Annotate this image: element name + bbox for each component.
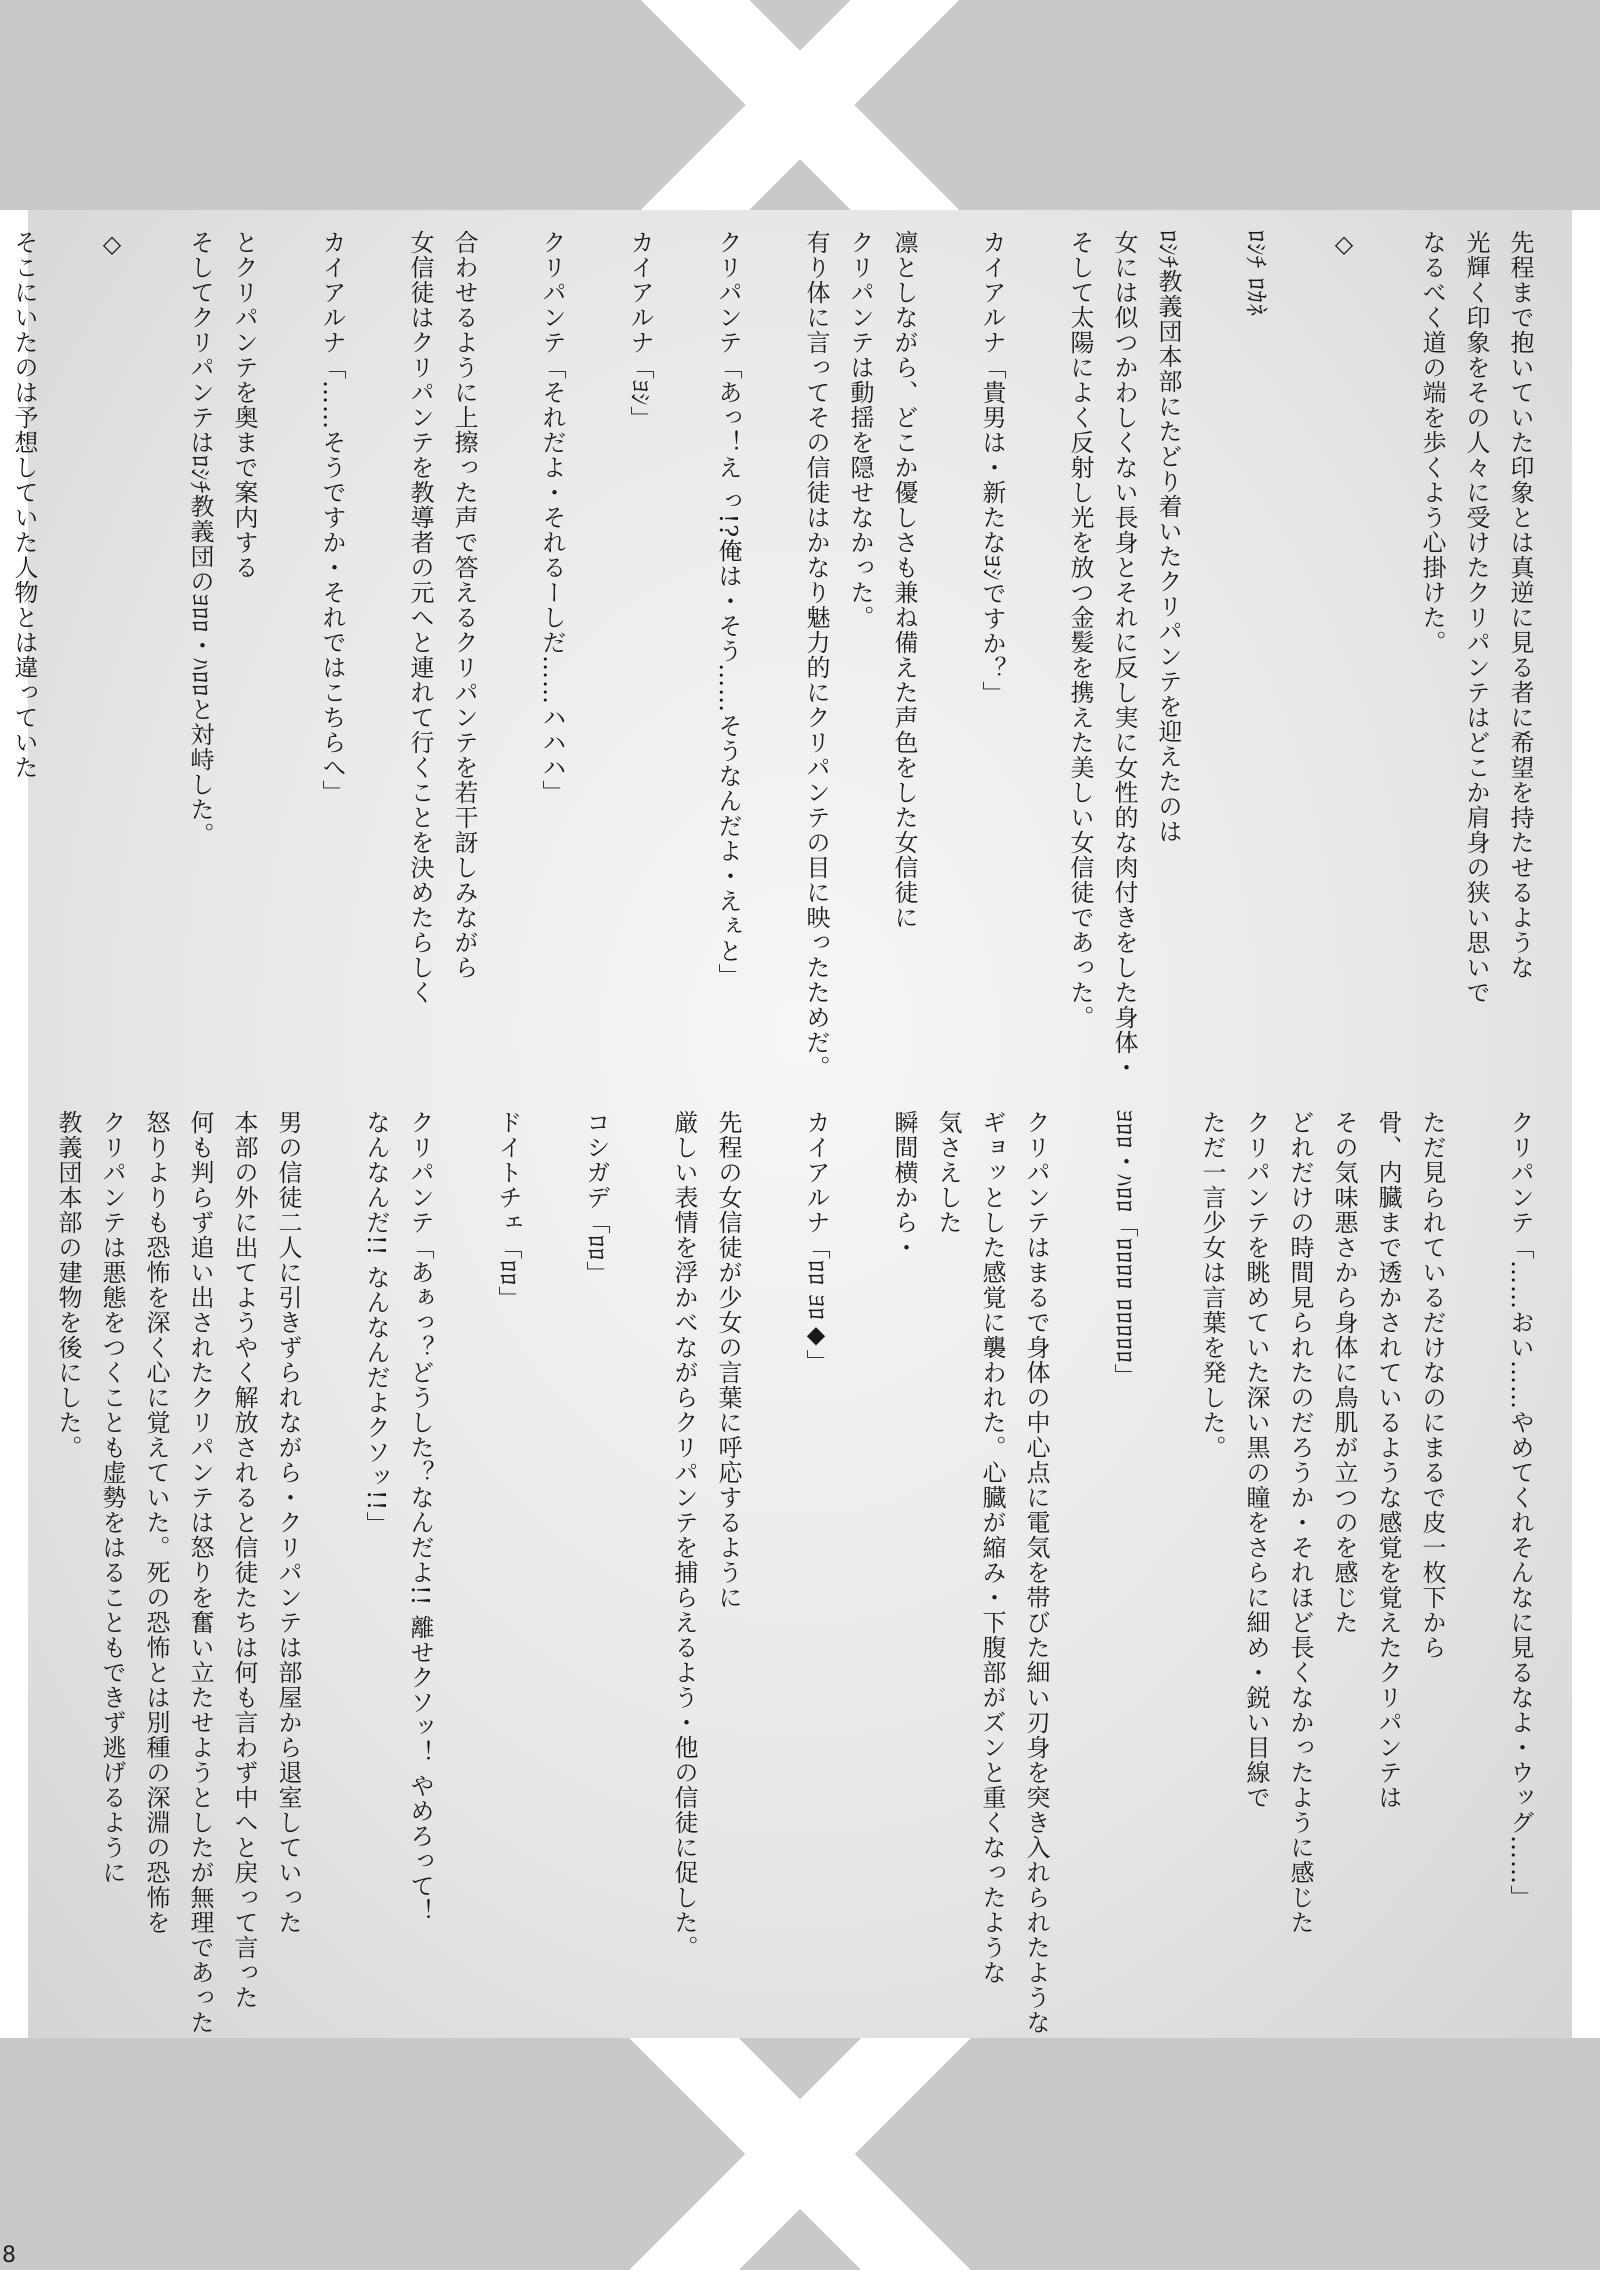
text-line: カイアルナ「……そうですか・それではこちらへ」 (318, 230, 346, 805)
line-gap (574, 230, 618, 1030)
text-line: 女には似つかわしくない長身とそれに反し実に女性的な肉付きをした身体・ (1110, 230, 1138, 1080)
text-line: 有り体に言ってその信徒はかなり魅力的にクリパンテの目に映ったためだ。 (802, 230, 830, 1080)
text-line: ◇ (1330, 230, 1358, 259)
text-line (0, 1110, 2, 2010)
text-line: ただ見られているだけなのにまるで皮一枚下から (1418, 1110, 1446, 1660)
text-line: ◇ (98, 230, 126, 259)
text-line: ドイトチェ「ﾛﾛ」 (494, 1110, 522, 1311)
line-gap (1190, 230, 1234, 1030)
page-number: 8 (2, 2243, 16, 2268)
text-line: 本部の外に出てようやく解放されると信徒たちは何も言わず中へと戻って言った (230, 1110, 258, 2010)
upper-text-section (0, 230, 1542, 1080)
diamond-border-bottom (0, 2038, 1600, 2270)
text-line: 光輝く印象をその人々に受けたクリパンテはどこか肩身の狭い思いで (1462, 230, 1490, 1005)
text-line: ﾖﾛﾛ・ﾊﾛﾛ「ﾛﾛﾛﾛ ﾛﾛﾛﾛﾛ」 (1110, 1110, 1138, 1389)
line-gap (750, 230, 794, 1030)
line-gap (662, 230, 706, 1030)
text-line: そして太陽によく反射し光を放つ金髪を携えた美しい女信徒であった。 (1066, 230, 1094, 1030)
line-gap (838, 1110, 882, 2010)
text-line: なるべく道の端を歩くよう心掛けた。 (1418, 230, 1446, 655)
line-gap (2, 1110, 46, 2010)
text-panel (10, 210, 1572, 2038)
text-line: コシガデ「ﾛﾛ」 (582, 1110, 610, 1286)
text-line: カイアルナ「貴男は・新たなﾖｼですか？」 (978, 230, 1006, 706)
text-line: どれだけの時間見られたのだろうか・それほど長くなかったように感じた (1286, 1110, 1314, 1935)
line-gap (134, 230, 178, 1030)
text-line: クリパンテはまるで身体の中心点に電気を帯びた細い刃身を突き入れられたような (1022, 1110, 1050, 2035)
diamond-border-top (0, 0, 1600, 210)
line-gap (1058, 1110, 1102, 2010)
text-line: 何も判らず追い出されたクリパンテは怒りを奮い立たせようとしたが無理であった (186, 1110, 214, 2035)
line-gap (530, 1110, 574, 2010)
lower-text-section (0, 1110, 1542, 2035)
line-gap (442, 1110, 486, 2010)
line-gap (750, 1110, 794, 2010)
line-gap (1146, 1110, 1190, 2010)
text-line: 男の信徒二人に引きずられながら・クリパンテは部屋から退室していった (274, 1110, 302, 1935)
text-line: クリパンテ「あぁっ？どうした？なんだよ!! 離せクソッ！ やめろって！ (406, 1110, 434, 1924)
line-gap (266, 230, 310, 1030)
text-line: 女信徒はクリパンテを教導者の元へと連れて行くことを決めたらしく (406, 230, 434, 1005)
text-line: ただ一言少女は言葉を発した。 (1198, 1110, 1226, 1460)
text-line: 厳しい表情を浮かべながらクリパンテを捕らえるよう・他の信徒に促した。 (670, 1110, 698, 1960)
text-line: クリパンテは動揺を隠せなかった。 (846, 230, 874, 630)
text-line: クリパンテ「あっ！え っ!?俺は・そう……そうなんだよ・えぇと」 (714, 230, 742, 989)
text-line: ﾛｼﾁ ﾛｶﾈ (1242, 230, 1270, 317)
text-line: 気さえした (934, 1110, 962, 1235)
text-line: 教義団本部の建物を後にした。 (54, 1110, 82, 1460)
text-line: クリパンテは悪態をつくことも虚勢をはることもできず逃げるように (98, 1110, 126, 1885)
line-gap (46, 230, 90, 1030)
line-gap (1366, 230, 1410, 1030)
text-line: 合わせるように上擦った声で答えるクリパンテを若干訝しみながら (450, 230, 478, 980)
line-gap (1278, 230, 1322, 1030)
text-line: カイアルナ「ﾛﾛ ﾖﾛ◆」 (802, 1110, 830, 1375)
text-line: 瞬間横から・ (890, 1110, 918, 1260)
text-line: そしてクリパンテはﾛｼﾁ教義団のﾖﾛﾛ・ﾊﾛﾛと対峙した。 (186, 230, 214, 847)
text-line: ﾛｼﾁ教義団本部にたどり着いたクリパンテを迎えたのは (1154, 230, 1182, 844)
text-line: とクリパンテを奥まで案内する (230, 230, 258, 580)
text-line: 怒りよりも恐怖を深く心に覚えていた。死の恐怖とは別種の深淵の恐怖を (142, 1110, 170, 1935)
text-line: 先程の女信徒が少女の言葉に呼応するように (714, 1110, 742, 1610)
line-gap (1454, 1110, 1498, 2010)
line-gap (1014, 230, 1058, 1030)
text-line: カイアルナ「ﾖｼ」 (626, 230, 654, 431)
text-line (0, 230, 2, 1030)
text-line: クリパンテ「……おい……やめてくれそんなに見るなよ・ウッグ……」 (1506, 1110, 1534, 1910)
text-line: 先程まで抱いていた印象とは真逆に見る者に希望を持たせるような (1506, 230, 1534, 980)
text-line: クリパンテ「それだよ・それるーしだ……ハハハ」 (538, 230, 566, 805)
line-gap (926, 230, 970, 1030)
text-line: 凛としながら、どこか優しさも兼ね備えた声色をした女信徒に (890, 230, 918, 930)
line-gap (354, 230, 398, 1030)
line-gap (486, 230, 530, 1030)
text-line: 骨、内臓まで透かされているような感覚を覚えたクリパンテは (1374, 1110, 1402, 1810)
text-line: なんなんだ!! なんなんだよクソッ!!」 (362, 1110, 390, 1537)
text-line: クリパンテを眺めていた深い黒の瞳をさらに細め・鋭い目線で (1242, 1110, 1270, 1810)
line-gap (310, 1110, 354, 2010)
text-line: そこにいたのは予想していた人物とは違っていた (10, 230, 38, 780)
text-line: ギョッとした感覚に襲われた。心臓が縮み・下腹部がズンと重くなったような (978, 1110, 1006, 1985)
line-gap (618, 1110, 662, 2010)
text-line: その気味悪さから身体に鳥肌が立つのを感じた (1330, 1110, 1358, 1635)
